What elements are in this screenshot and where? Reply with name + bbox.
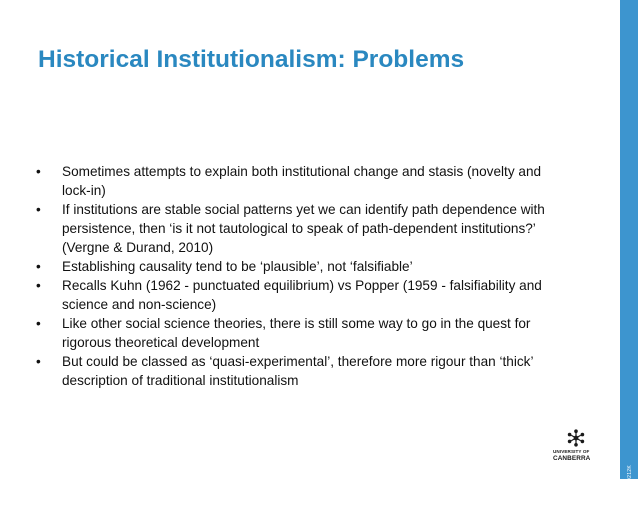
- cricos-code: CRICOS 00212K: [627, 465, 633, 507]
- bullet-item: [36, 257, 560, 276]
- bullet-item: [36, 200, 560, 257]
- bullet-item: [36, 314, 560, 352]
- logo-wordmark: [553, 448, 601, 462]
- canberra-emblem-icon: [565, 428, 587, 448]
- bullet-marker: •: [36, 202, 41, 217]
- bullet-item: [36, 352, 560, 390]
- bullet-item: [36, 162, 560, 200]
- logo-line-canberra: CANBERRA: [553, 455, 591, 462]
- bullet-marker: •: [36, 354, 41, 369]
- bullet-text: Sometimes attempts to explain both institutional change and stasis (novelty and lock-in): [62, 164, 542, 198]
- bullet-marker: •: [36, 278, 41, 293]
- slide-title: Historical Institutionalism: Problems: [38, 46, 465, 73]
- bullet-text: Like other social science theories, there is still some way to go in the quest for rigorous theoretical development: [62, 316, 531, 350]
- university-logo: [553, 428, 597, 468]
- side-accent-bar: [620, 0, 638, 507]
- bullet-text: Establishing causality tend to be ‘plausible’, not ‘falsifiable’: [62, 259, 413, 274]
- bullet-item: [36, 276, 560, 314]
- bullet-marker: •: [36, 164, 41, 179]
- bullet-text: If institutions are stable social patterns yet we can identify path dependence with persistence, then ‘is it not tautological to speak of path-dependent institutions?’ (Vergne & Durand, 2010): [62, 202, 545, 255]
- bullet-text: But could be classed as ‘quasi-experimental’, therefore more rigour than ‘thick’ description of traditional institutionalism: [62, 354, 533, 388]
- logo-line-university: UNIVERSITY OF: [553, 449, 590, 454]
- bullet-marker: •: [36, 259, 41, 274]
- bullet-list: [36, 162, 560, 390]
- bullet-marker: •: [36, 316, 41, 331]
- bullet-text: Recalls Kuhn (1962 - punctuated equilibrium) vs Popper (1959 - falsifiability and science and non-science): [62, 278, 542, 312]
